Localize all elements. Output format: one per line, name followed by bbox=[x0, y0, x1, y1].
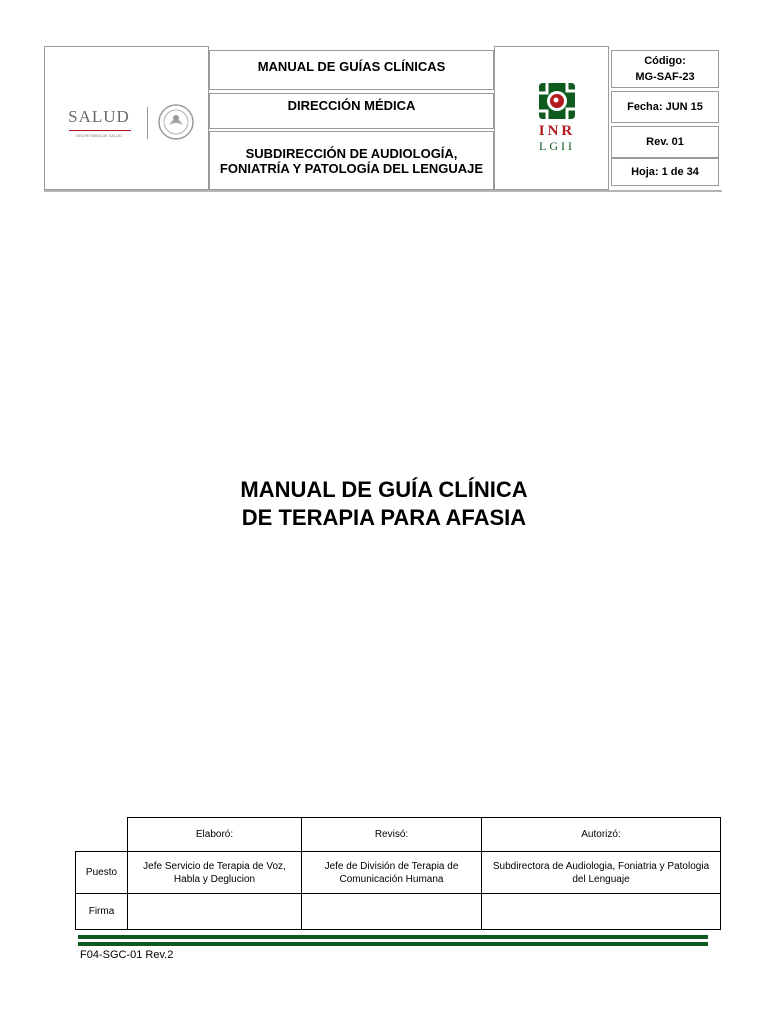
salud-logo-text: SALUD bbox=[68, 107, 130, 126]
inr-logo-letters: INR bbox=[538, 123, 576, 139]
rev-cell: Rev. 01 bbox=[611, 126, 719, 158]
codigo-cell bbox=[611, 50, 719, 88]
logo-divider bbox=[147, 107, 148, 139]
footer-rule-bottom bbox=[78, 942, 708, 946]
row-label-puesto: Puesto bbox=[85, 867, 118, 878]
puesto-elaboro: Jefe Servicio de Terapia de Voz, Habla y Deglucion bbox=[143, 860, 286, 885]
fecha-cell: Fecha: JUN 15 bbox=[611, 91, 719, 123]
salud-logo-cell bbox=[44, 46, 209, 190]
firma-autorizo[interactable] bbox=[482, 894, 720, 929]
firma-reviso[interactable] bbox=[302, 894, 481, 929]
document-title-line1: MANUAL DE GUÍA CLÍNICA bbox=[240, 477, 528, 502]
header-subdireccion-line1: SUBDIRECCIÓN DE AUDIOLOGÍA, bbox=[245, 145, 458, 161]
salud-logo-subtext: SECRETARÍA DE SALUD bbox=[75, 133, 123, 138]
header-bottom-rule bbox=[44, 190, 722, 192]
col-autorizo: Autorizó: bbox=[581, 829, 621, 840]
row-label-firma: Firma bbox=[88, 906, 115, 917]
salud-logo-underline bbox=[69, 130, 131, 131]
col-elaboro: Elaboró: bbox=[195, 829, 234, 840]
document-title-line2: DE TERAPIA PARA AFASIA bbox=[241, 505, 527, 530]
inr-logo-sub: LGII bbox=[539, 139, 575, 153]
inr-emblem-icon bbox=[535, 79, 579, 123]
document-title bbox=[0, 476, 768, 532]
puesto-reviso: Jefe de División de Terapia de Comunicación Humana bbox=[324, 860, 459, 885]
national-seal-icon bbox=[157, 103, 195, 141]
footer-rule-top bbox=[78, 935, 708, 939]
col-reviso: Revisó: bbox=[374, 829, 409, 840]
signature-table bbox=[75, 817, 721, 930]
footer-code: F04-SGC-01 Rev.2 bbox=[80, 949, 174, 961]
codigo-label: Código: bbox=[644, 55, 686, 67]
hoja-cell: Hoja: 1 de 34 bbox=[611, 158, 719, 186]
puesto-autorizo: Subdirectora de Audiologia, Foniatria y Patologia del Lenguaje bbox=[492, 860, 710, 885]
header-manual-title: MANUAL DE GUÍAS CLÍNICAS bbox=[209, 50, 494, 90]
firma-elaboro[interactable] bbox=[128, 894, 301, 929]
header-subdireccion bbox=[209, 131, 494, 190]
header-direccion: DIRECCIÓN MÉDICA bbox=[209, 93, 494, 129]
header-block bbox=[44, 46, 722, 194]
inr-logo bbox=[533, 79, 581, 159]
salud-logo bbox=[67, 103, 199, 143]
inr-logo-cell bbox=[494, 46, 609, 190]
codigo-value: MG-SAF-23 bbox=[635, 71, 695, 83]
header-subdireccion-line2: FONIATRÍA Y PATOLOGÍA DEL LENGUAJE bbox=[219, 160, 484, 176]
